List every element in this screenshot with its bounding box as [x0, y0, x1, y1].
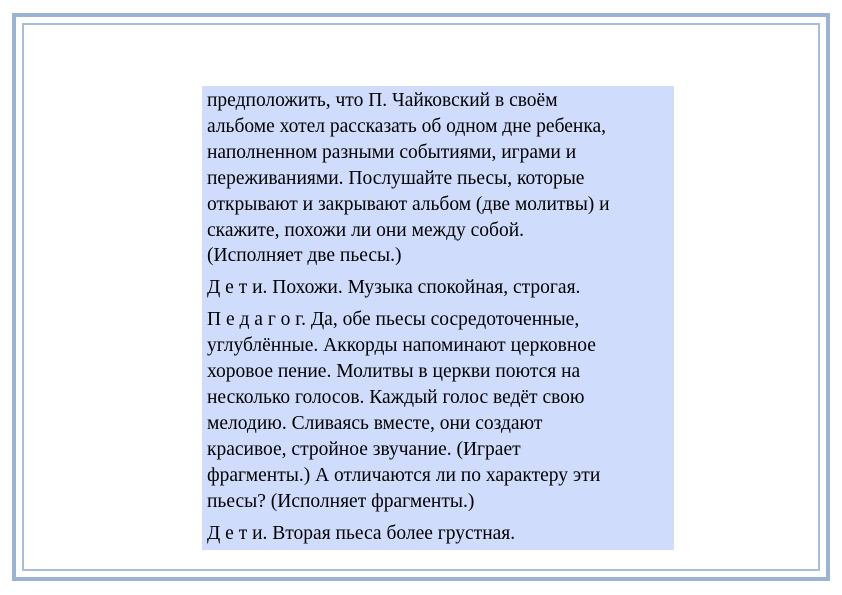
- paragraph-children-answer-1: Д е т и. Похожи. Музыка спокойная, строгая.: [207, 277, 581, 299]
- paragraph-teacher: П е д а г о г. Да, обе пьесы сосредоточенные, углублённые. Аккорды напоминают церковное хоровое пение. Молитвы в церкви поются на несколько голосов. Каждый голос ведёт свою мелодию. Сливаясь вместе, они создают красивое, стройное звучание. (Играет фрагменты.) А отличаются ли по характеру эти пьесы? (Исполняет фрагменты.): [207, 309, 601, 512]
- paragraph-intro: предположить, что П. Чайковский в своём альбоме хотел рассказать об одном дне ребенка, наполненном разными событиями, играми и переживаниями. Послушайте пьесы, которые открывают и закрывают альбом (две молитвы) и скажите, похожи ли они между собой. (Исполняет две пьесы.): [207, 90, 610, 267]
- text-block: [202, 86, 674, 550]
- paragraph-children-answer-2: Д е т и. Вторая пьеса более грустная.: [207, 522, 516, 544]
